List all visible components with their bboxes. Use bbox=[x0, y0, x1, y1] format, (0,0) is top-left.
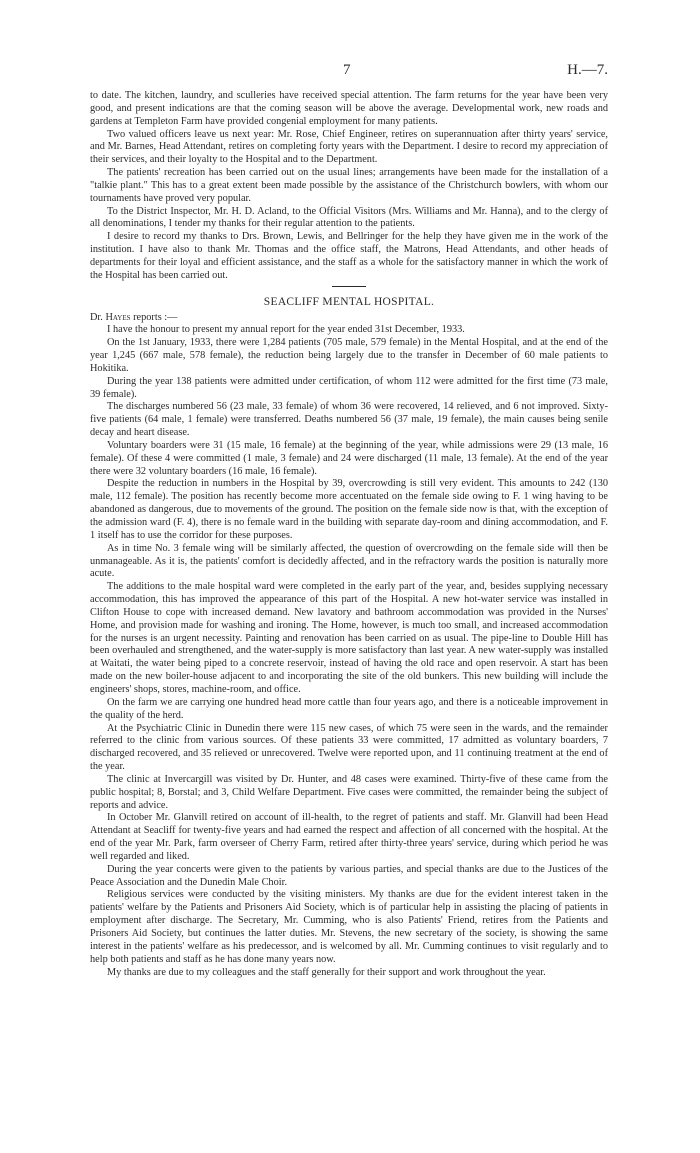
paragraph: The patients' recreation has been carried out on the usual lines; arrangements have been made for the installation of a "talkie plant." This has to a great extent been made possible by the assistance of the Christchurch bowlers, with whom our tournaments have proved very popular. bbox=[90, 167, 608, 204]
paragraph: On the farm we are carrying one hundred head more cattle than four years ago, and there is a noticeable improvement in the quality of the herd. bbox=[90, 696, 608, 721]
reporter-line bbox=[90, 312, 608, 325]
paragraph: I desire to record my thanks to Drs. Brown, Lewis, and Bellringer for the help they have given me in the work of the institution. I have also to thank Mr. Thomas and the office staff, the Matrons, Head Attendants, and other heads of departments for their loyal and efficient assistance, and the staff as a whole for the satisfactory manner in which the work of the Hospital has been carried out. bbox=[90, 231, 608, 281]
paragraph: I have the honour to present my annual report for the year ended 31st December, 1933. bbox=[107, 324, 465, 336]
reporter-name: Hayes bbox=[105, 311, 131, 323]
paragraph: During the year concerts were given to the patients by various parties, and special thanks are due to the Justices of the Peace Association and the Dunedin Male Choir. bbox=[90, 863, 608, 888]
reporter-suffix: reports :— bbox=[130, 311, 178, 323]
page-number: 7 bbox=[343, 62, 351, 78]
paragraph: Despite the reduction in numbers in the Hospital by 39, overcrowding is still very evident. This amounts to 242 (130 male, 112 female). The position has recently become more accentuated on the female side owing to F. 1 wing having to be abandoned as dangerous, due to movements of the ground. The position on the female side now is that, with the exception of the admission ward (F. 4), there is no female ward in the building with separate day-room and dining accommodation, and F. 1 itself has to use the corridor for these purposes. bbox=[90, 478, 608, 541]
section-divider bbox=[332, 286, 366, 287]
paragraph: On the 1st January, 1933, there were 1,284 patients (705 male, 579 female) in the Mental Hospital, and at the end of the year 1,245 (667 male, 578 female), the reduction being largely due to the transfer in December of 60 male patients to Hokitika. bbox=[90, 337, 608, 374]
document-reference: H.—7. bbox=[567, 62, 608, 78]
paragraph: The clinic at Invercargill was visited by Dr. Hunter, and 48 cases were examined. Thirty-five of these came from the public hospital; 8, Borstal; and 3, Child Welfare Department. Five cases were committed, the remainder being the subject of reports and advice. bbox=[90, 773, 608, 811]
paragraph: As in time No. 3 female wing will be similarly affected, the question of overcrowding on the female side will then be unmanageable. As it is, the patients' comfort is decidedly affected, and in the refractory wards the position is naturally more acute. bbox=[90, 542, 608, 580]
paragraph: to date. The kitchen, laundry, and sculleries have received special attention. The farm returns for the year have been very good, and present indications are that the coming season will be above the average. Developmental work, new roads and gardens at Templeton Farm have provided congenial employment for many patients. bbox=[90, 90, 608, 127]
paragraph: Voluntary boarders were 31 (15 male, 16 female) at the beginning of the year, while admissions were 29 (13 male, 16 female). Of these 4 were committed (1 male, 3 female) and 24 were discharged (11 male, 13 female). At the end of the year there were 32 voluntary boarders (16 male, 16 female). bbox=[90, 439, 608, 477]
paragraph: The discharges numbered 56 (23 male, 33 female) of whom 36 were recovered, 14 relieved, and 6 not improved. Sixty-five patients (64 male, 1 female) were transferred. Deaths numbered 56 (37 male, 19 female), the main causes being senile decay and heart disease. bbox=[90, 401, 608, 439]
paragraph: My thanks are due to my colleagues and the staff generally for their support and work throughout the year. bbox=[107, 966, 546, 978]
page-header bbox=[0, 62, 700, 82]
section-title: SEACLIFF MENTAL HOSPITAL. bbox=[263, 295, 435, 308]
paragraph: In October Mr. Glanvill retired on account of ill-health, to the regret of patients and staff. Mr. Glanvill had been Head Attendant at Seacliff for twenty-five years and had earned the respect and affection of all concerned with the hospital. At the end of the year Mr. Park, farm overseer of Cherry Farm, retired after thirty-three years' service, during which period he was well regarded and liked. bbox=[90, 812, 608, 862]
reporter-prefix: Dr. bbox=[90, 311, 106, 323]
paragraph: At the Psychiatric Clinic in Dunedin there were 115 new cases, of which 75 were seen in the wards, and the remainder referred to the clinic from various sources. Of these patients 33 were committed, 17 admitted as voluntary boarders, 7 discharged recovered, and 35 relieved or unrecovered. Twelve were reported upon, and 11 continuing treatment at the end of the year. bbox=[90, 722, 608, 773]
paragraph: Two valued officers leave us next year: Mr. Rose, Chief Engineer, retires on superannuation after thirty years' service, and Mr. Barnes, Head Attendant, retires on completing forty years with the Department. I desire to record my appreciation of their services, and their loyalty to the Hospital and to the Department. bbox=[90, 128, 608, 166]
report-body bbox=[90, 90, 608, 979]
paragraph: During the year 138 patients were admitted under certification, of whom 112 were admitted for the first time (73 male, 39 female). bbox=[90, 375, 608, 400]
paragraph: The additions to the male hospital ward were completed in the early part of the year, and, besides supplying necessary accommodation, this has improved the appearance of this part of the Hospital. A new hot-water service was installed in Clifton House to cope with increased demand. New lavatory and bathroom accommodation was provided in the Nurses' Home, and provision made for washing and ironing. The Home, however, is much too small, and increased accommodation for the nurses is an urgent necessity. Painting and renovation has been carried on as usual. The pipe-line to Double Hill has been overhauled and strengthened, and the water-supply is more satisfactory than last year. A new water-supply was installed at Waitati, the water being piped to a concrete reservoir, instead of having the old race and open reservoir. A start has been made on the new boiler-house adjacent to and incorporating the site of the old bunkers. This new building will include the engineers' shops, stores, machine-room, and office. bbox=[90, 581, 608, 695]
paragraph: To the District Inspector, Mr. H. D. Acland, to the Official Visitors (Mrs. Williams and Mr. Hanna), and to the clergy of all denominations, I tender my thanks for their regular attention to the patients. bbox=[90, 205, 608, 230]
paragraph: Religious services were conducted by the visiting ministers. My thanks are due for the evident interest taken in the patients' welfare by the Patients and Prisoners Aid Society, which is of particular help in assisting the placing of patients in employment after discharge. The Secretary, Mr. Cumming, who is also Patients' Friend, retires from the Patients and Prisoners Aid Society, but continues the latter duties. Mr. Stevens, the new secretary of the society, is showing the same interest in the patients' welfare as his predecessor, and is welcomed by all. Mr. Cumming continues to visit regularly and to help both patients and staff as he has done many years now. bbox=[90, 889, 608, 965]
